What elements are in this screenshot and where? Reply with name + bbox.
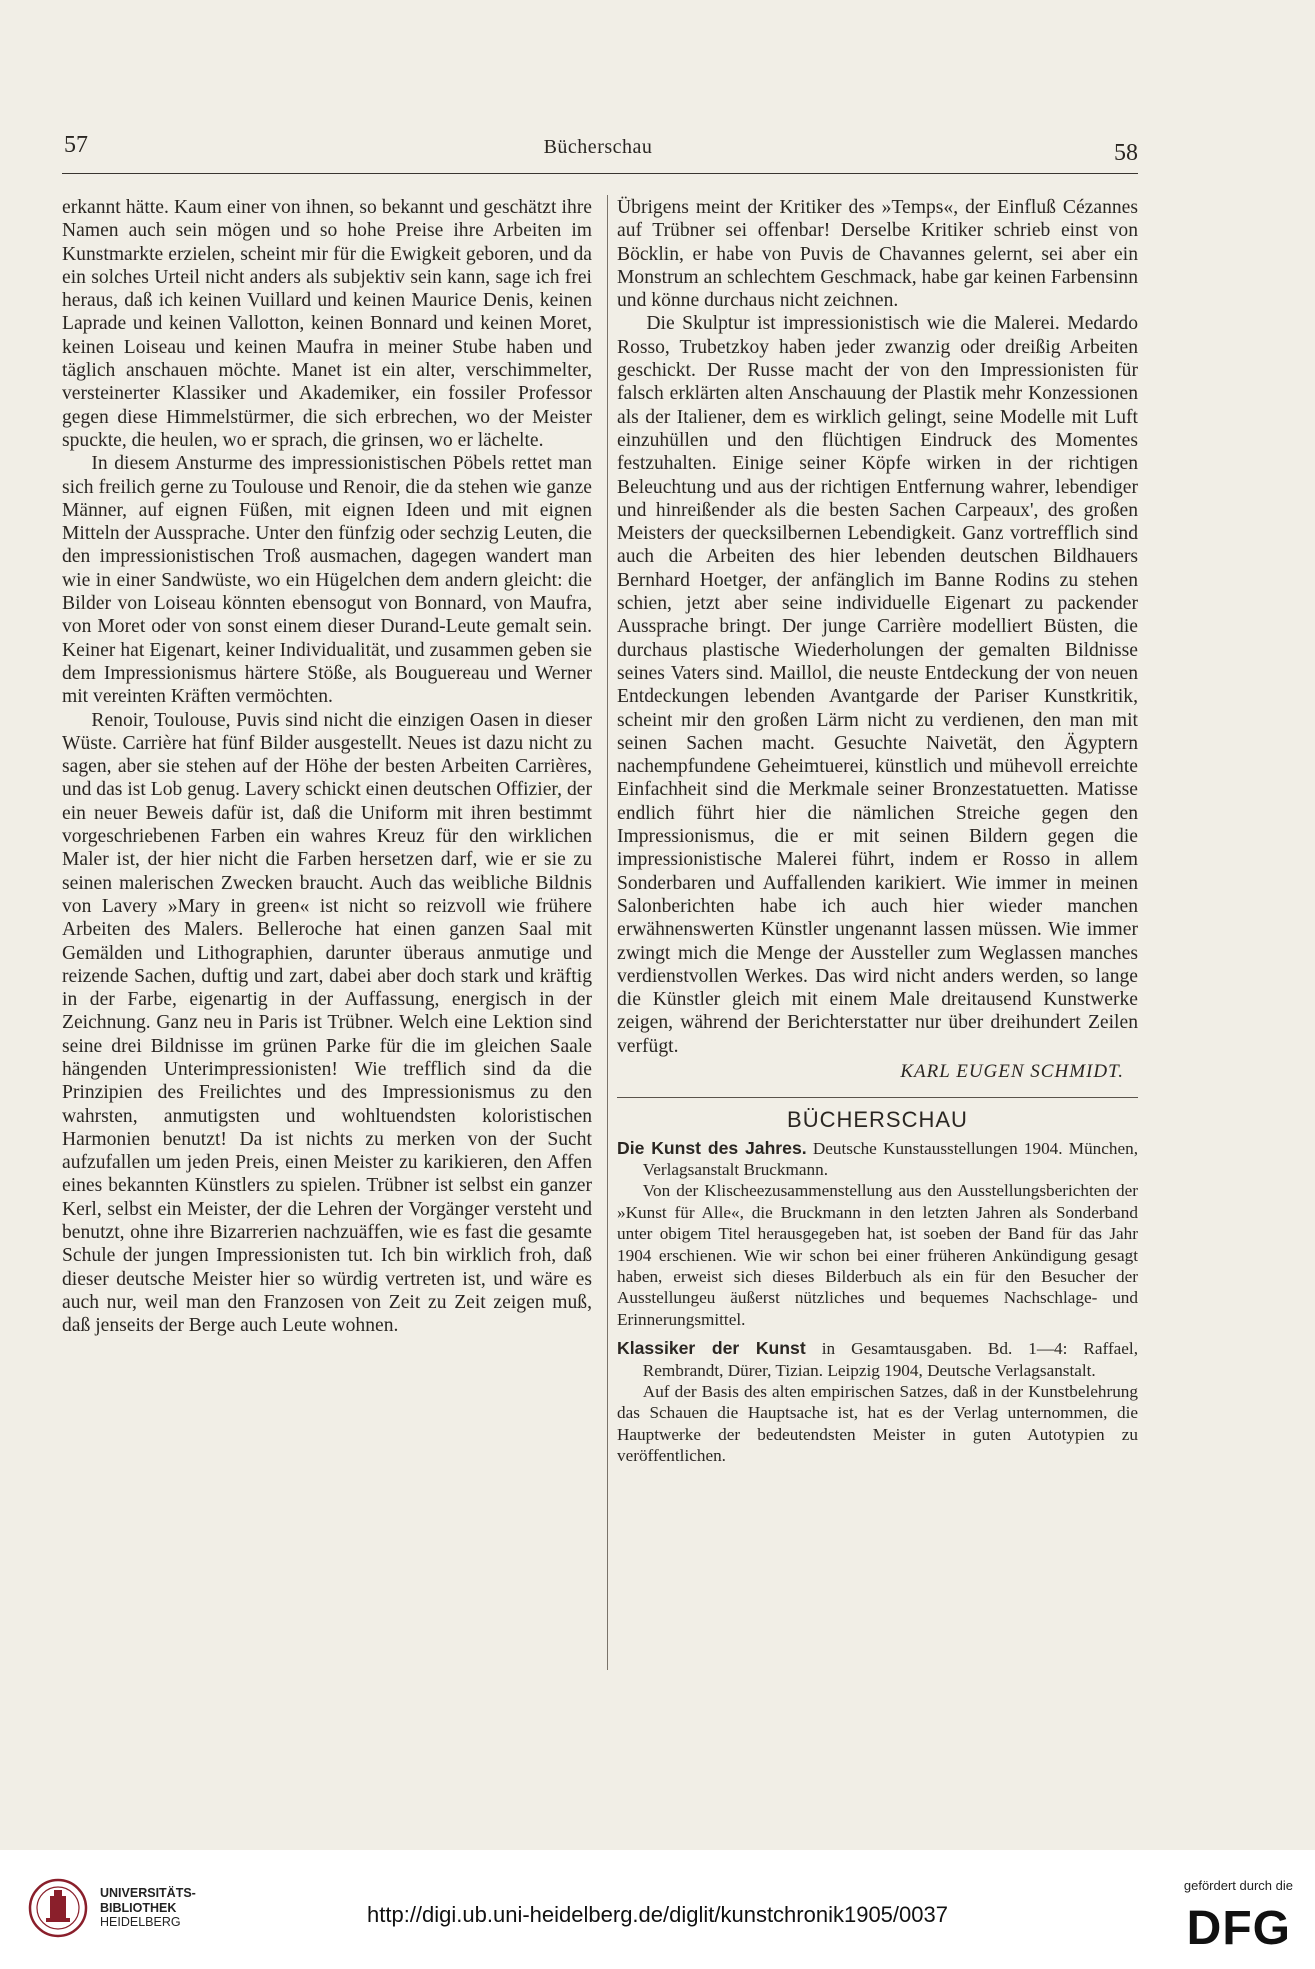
- institution-line: HEIDELBERG: [100, 1915, 181, 1929]
- section-rule: [617, 1097, 1138, 1098]
- author-signature: KARL EUGEN SCHMIDT.: [900, 1060, 1124, 1082]
- review-entry-header: [617, 1138, 1138, 1181]
- review-body: Auf der Basis des alten empirischen Satzes, daß in der Kunstbelehrung das Schauen die Hauptsache ist, hat es der Verlag unternommen, die Hauptwerke der bedeutendsten Meister in guten Autotypien zu veröffentlichen.: [617, 1382, 1138, 1466]
- review-entry-header: [617, 1338, 1138, 1381]
- permalink-url[interactable]: http://digi.ub.uni-heidelberg.de/diglit/kunstchronik1905/0037: [367, 1902, 948, 1927]
- review-list: [617, 1138, 1138, 1467]
- institution-line: BIBLIOTHEK: [100, 1900, 177, 1915]
- paragraph: In diesem Ansturme des impressionistischen Pöbels rettet man sich freilich gerne zu Toulouse und Renoir, die da stehen wie ganze Männer, auf eignen Füßen, mit eignen Ideen und mit eignen Mitteln der Aussprache. Unter den fünfzig oder sechzig Leuten, die den impressionistischen Troß ausmachen, dagegen wandert man wie in einer Sandwüste, wo ein Hügelchen dem andern gleicht: die Bilder von Loiseau könnten ebensogut von Bonnard, von Maufra, von Moret oder von sonst einem dieser Durand-Leute gemalt sein. Keiner hat Eigenart, keiner Individualität, und zusammen geben sie dem Impressionismus härtere Stöße, als Bouguereau und Werner mit vereinten Kräften vermöchten.: [62, 453, 592, 708]
- footer-bar: [0, 1850, 1315, 1969]
- review-title: Die Kunst des Jahres.: [617, 1137, 807, 1158]
- running-title: Bücherschau: [543, 136, 653, 158]
- header-rule: [62, 173, 1138, 174]
- right-column: [617, 196, 1138, 1475]
- page-number-left: 57: [64, 132, 88, 158]
- section-heading: BÜCHERSCHAU: [787, 1107, 968, 1133]
- review-citation: in Gesamtausgaben. Bd. 1—4: Raffael, Rembrandt, Dürer, Tizian. Leipzig 1904, Deutsche Verlagsanstalt.: [642, 1339, 1138, 1380]
- paragraph: Übrigens meint der Kritiker des »Temps«, der Einfluß Cézannes auf Trübner sei offenbar! Derselbe Kritiker schrieb einst von Böcklin, er habe von Puvis de Chavannes gelernt, sei aber ein Monstrum an schlechtem Geschmack, habe gar keinen Farbensinn und könne durchaus nicht zeichnen.: [617, 197, 1138, 312]
- column-divider: [607, 195, 608, 1670]
- page-header: [58, 132, 1138, 168]
- review-title: Klassiker der Kunst: [617, 1338, 806, 1359]
- paragraph: Die Skulptur ist impressionistisch wie die Malerei. Medardo Rosso, Trubetzkoy haben jeder zwanzig oder dreißig Arbeiten geschickt. Der Russe macht der von den Impressionisten für falsch erklärten alten Anschauung der Plastik mehr Konzessionen als der Italiener, dem es wirklich gelingt, seine Modelle mit Luft einzuhüllen und den flüchtigen Eindruck des Momentes festzuhalten. Einige seiner Köpfe wirken in der richtigen Beleuchtung und aus der richtigen Entfernung wahrer, lebendiger und hinreißender als die besten Sachen Carpeaux', des großen Meisters der quecksilbernen Lebendigkeit. Ganz vortrefflich sind auch die Arbeiten des hier lebenden deutschen Bildhauers Bernhard Hoetger, der anfänglich im Banne Rodins zu stehen schien, jetzt aber seine individuelle Eigenart zu packender Aussprache bringt. Der junge Carrière modelliert Büsten, die durchaus plastische Wiederholungen der gemalten Bildnisse seines Vaters sind. Maillol, die neuste Entdeckung der von neuen Entdeckungen lebenden Avantgarde der Pariser Kunstkritik, scheint mir den großen Lärm nicht zu verdienen, den man mit seinen Sachen macht. Gesuchte Naivetät, den Ägyptern nachempfundene Geheimtuerei, künstlich und mühevoll erreichte Einfachheit sind die Merkmale seiner Bronzestatuetten. Matisse endlich führt hier die nämlichen Streiche gegen den Impressionismus, die er mit seinen Bildern gegen die impressionistische Malerei führt, indem er Rosso in allem Sonderbaren und Auffallenden karikiert. Wie immer in meinen Salonberichten habe ich auch hier wieder manchen erwähnenswerten Künstler ungenannt lassen müssen. Wie immer zwingt mich die Menge der Aussteller zum Weglassen manches verdienstvollen Werkes. Das wird nicht anders werden, so lange die Künstler gleich mit einem Male dreitausend Kunstwerke zeigen, während der Berichterstatter nur über dreihundert Zeilen verfügt.: [617, 313, 1138, 1057]
- left-column: [62, 196, 592, 1338]
- paragraph: Renoir, Toulouse, Puvis sind nicht die einzigen Oasen in dieser Wüste. Carrière hat fünf Bilder ausgestellt. Neues ist dazu nicht zu sagen, aber sie stehen auf der Höhe der besten Arbeiten Carrières, und das ist Lob genug. Lavery schickt einen deutschen Offizier, der ein neuer Beweis dafür ist, daß die Uniform mit ihren bestimmt vorgeschriebenen Farben ein wahres Kreuz für den wirklichen Maler ist, der hier nicht die Farben hersetzen darf, wie er sie zu seinen malerischen Zwecken braucht. Auch das weibliche Bildnis von Lavery »Mary in green« ist nicht so reizvoll wie frühere Arbeiten des Malers. Belleroche hat einen ganzen Saal mit Gemälden und Lithographien, darunter überaus anmutige und reizende Sachen, duftig und zart, dabei aber doch stark und kräftig in der Farbe, eigenartig in der Auffassung, energisch in der Zeichnung. Ganz neu in Paris ist Trübner. Welch eine Lektion sind seine drei Bildnisse im grünen Parke für die im gleichen Saale hängenden Unterimpressionisten! Wie trefflich sind da die Prinzipien des Freilichtes und des Impressionismus zu den wahrsten, anmutigsten und wohltuendsten koloristischen Harmonien benutzt! Da ist nichts zu merken von der Sucht aufzufallen um jeden Preis, einen Meister zu karikieren, den Affen eines bekannten Künstlers zu spielen. Trübner ist selbst ein ganzer Kerl, selbst ein Meister, der die Lehren der Vorgänger versteht und benutzt, ohne ihre Bizarrerien nachzuäffen, wie es fast die gesamte Schule der jungen Impressionisten tut. Ich bin wirklich froh, daß dieser deutsche Meister hier so würdig vertreten ist, und wäre es auch nur, weil man den Franzosen von Zeit zu Zeit zeigen muß, daß jenseits der Berge auch Leute wohnen.: [62, 709, 592, 1337]
- page-number-right: 58: [1114, 140, 1138, 166]
- dfg-logo: [1183, 1900, 1293, 1950]
- review-body: Von der Klischeezusammenstellung aus den Ausstellungsberichten der »Kunst für Alle«, die Bruckmann in den letzten Jahren als Sonderband unter obigem Titel herausgegeben hat, ist soeben der Band für das Jahr 1904 erschienen. Wie wir schon bei einer früheren Ankündigung gesagt haben, erweist sich dieses Bilderbuch als ein für den Besucher der Ausstellungeu äußerst nützliches und bequemes Nachschlage- und Erinnerungsmittel.: [617, 1181, 1138, 1329]
- dfg-logo-text: DFG: [1186, 1902, 1291, 1950]
- paragraph: erkannt hätte. Kaum einer von ihnen, so bekannt und geschätzt ihre Namen auch sein mögen und so hohe Preise ihre Arbeiten im Kunstmarkte erzielen, scheint mir für die Ewigkeit geboren, und da ein solches Urteil nicht anders als subjektiv sein kann, sage ich frei heraus, daß ich keinen Vuillard und keinen Maurice Denis, keinen Laprade und keinen Vallotton, keinen Bonnard und keinen Moret, keinen Loiseau und keinen Maufra in meiner Stube haben und täglich anschauen möchte. Manet ist ein alter, verschimmelter, versteinerter Klassiker und Akademiker, ein fossiler Professor gegen diese Himmelstürmer, die sich erbrechen, wo der Meister spuckte, die heulen, wo er sprach, die grinsen, wo er lächelte.: [62, 197, 592, 451]
- funded-by-label: gefördert durch die: [1183, 1878, 1293, 1893]
- review-citation: Deutsche Kunstausstellungen 1904. München, Verlagsanstalt Bruckmann.: [642, 1138, 1138, 1179]
- institution-line: UNIVERSITÄTS-: [100, 1886, 196, 1900]
